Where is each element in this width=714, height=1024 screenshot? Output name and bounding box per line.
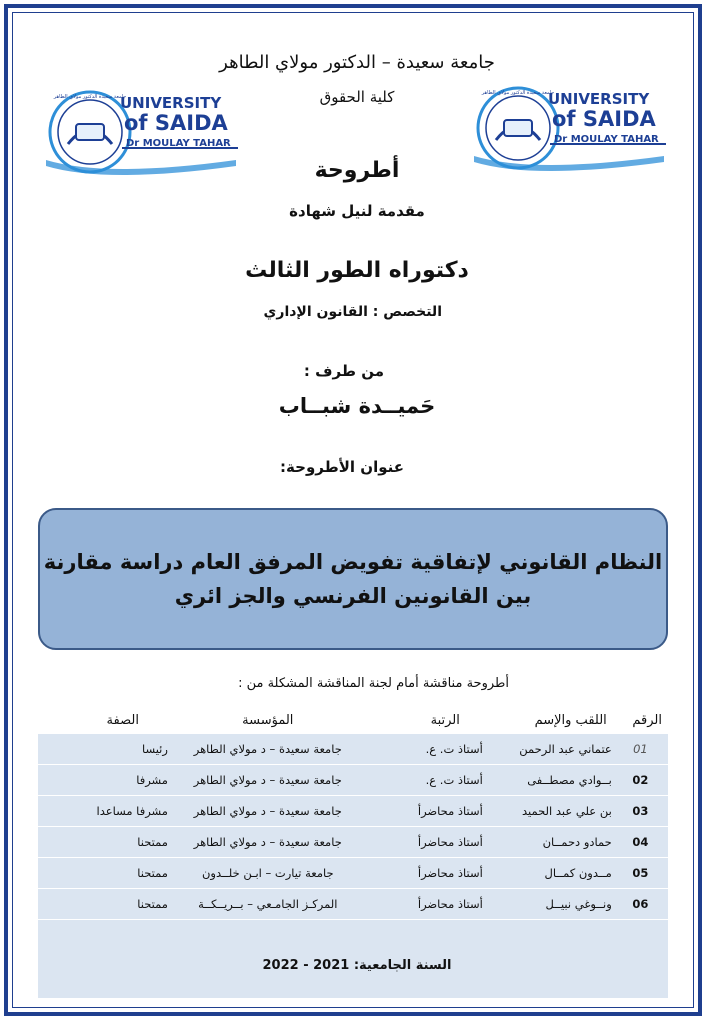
svg-text:UNIVERSITY: UNIVERSITY bbox=[548, 90, 650, 108]
thesis-title-line-2: بين القانونين الفرنسي والجز ائري bbox=[174, 584, 532, 608]
faculty-name: كلية الحقوق bbox=[319, 88, 395, 106]
table-row bbox=[38, 889, 668, 920]
degree-intro: مقدمة لنيل شهادة bbox=[289, 202, 425, 220]
member-rank: أستاذ محاضرأ bbox=[367, 858, 484, 889]
member-number: 06 bbox=[613, 889, 668, 920]
member-institution: جامعة سعيدة – د مولاي الطاهر bbox=[169, 796, 367, 827]
header-role: الصفة bbox=[106, 712, 139, 728]
table-header-row bbox=[38, 706, 668, 734]
title-label: عنوان الأطروحة: bbox=[280, 458, 404, 476]
svg-text:جامعة سعيدة الدكتور مولاي الطا: جامعة سعيدة الدكتور مولاي الطاهر bbox=[53, 94, 127, 100]
member-rank: أستاذ ت. ع. bbox=[425, 742, 483, 756]
header-number: الرقم bbox=[632, 712, 662, 728]
member-institution: جامعة سعيدة – د مولاي الطاهر bbox=[169, 827, 367, 858]
member-number: 03 bbox=[613, 796, 668, 827]
member-institution: المركـز الجامـعي – بــريــكــة bbox=[169, 889, 367, 920]
academic-year: السنة الجامعية: 2021 - 2022 bbox=[262, 958, 452, 973]
member-number: 02 bbox=[613, 765, 668, 796]
header-rank: الرتبة bbox=[430, 712, 460, 728]
table-row bbox=[38, 734, 668, 765]
svg-text:of SAIDA: of SAIDA bbox=[552, 107, 656, 131]
member-institution: جامعة سعيدة – د مولاي الطاهر bbox=[169, 765, 367, 796]
university-name: جامعة سعيدة – الدكتور مولاي الطاهر bbox=[219, 52, 495, 73]
author-name: حَميــدة شبــاب bbox=[278, 394, 436, 418]
committee-intro: أطروحة مناقشة أمام لجنة المناقشة المشكلة من : bbox=[238, 676, 509, 691]
member-name: ونــوغي نبيــل bbox=[484, 889, 613, 920]
member-number: 01 bbox=[633, 742, 648, 756]
header-name: اللقب والإسم bbox=[534, 712, 607, 728]
table-row bbox=[38, 796, 668, 827]
member-rank: أستاذ محاضرأ bbox=[367, 796, 484, 827]
member-number: 04 bbox=[613, 827, 668, 858]
member-name: بن علي عبد الحميد bbox=[484, 796, 613, 827]
member-number: 05 bbox=[613, 858, 668, 889]
thesis-title-box bbox=[38, 508, 668, 650]
member-name: حمادو دحمــان bbox=[484, 827, 613, 858]
table-row bbox=[38, 765, 668, 796]
member-name: مــدون كمــال bbox=[484, 858, 613, 889]
member-role: رئيسا bbox=[141, 742, 168, 756]
member-name: عتماني عبد الرحمن bbox=[519, 742, 612, 756]
member-rank: أستاذ ت. ع. bbox=[367, 765, 484, 796]
member-institution: جامعة سعيدة – د مولاي الطاهر bbox=[193, 742, 342, 756]
member-rank: أستاذ محاضرأ bbox=[367, 889, 484, 920]
member-rank: أستاذ محاضرأ bbox=[367, 827, 484, 858]
member-role: ممتحنا bbox=[38, 827, 169, 858]
table-row bbox=[38, 858, 668, 889]
degree-name: دكتوراه الطور الثالث bbox=[245, 258, 469, 283]
svg-text:Dr MOULAY TAHAR: Dr MOULAY TAHAR bbox=[126, 138, 231, 149]
svg-text:جامعة سعيدة الدكتور مولاي الطا: جامعة سعيدة الدكتور مولاي الطاهر bbox=[481, 90, 555, 96]
svg-text:Dr MOULAY TAHAR: Dr MOULAY TAHAR bbox=[554, 134, 659, 145]
committee-table bbox=[38, 706, 668, 998]
member-name: بــوادي مصطــفى bbox=[484, 765, 613, 796]
author-label: من طرف : bbox=[303, 362, 384, 380]
member-role: ممتحنا bbox=[38, 858, 169, 889]
member-role: مشرفا مساعدا bbox=[38, 796, 169, 827]
header-institution: المؤسسة bbox=[242, 712, 294, 728]
member-role: ممتحنا bbox=[38, 889, 169, 920]
svg-text:of SAIDA: of SAIDA bbox=[124, 111, 228, 135]
document-type: أطروحة bbox=[314, 158, 400, 183]
specialization: التخصص : القانون الإداري bbox=[263, 304, 442, 320]
member-role: مشرفا bbox=[38, 765, 169, 796]
svg-text:UNIVERSITY: UNIVERSITY bbox=[120, 94, 222, 112]
thesis-title-line-1: النظام القانوني لإتفاقية تفويض المرفق العام دراسة مقارنة bbox=[43, 550, 663, 574]
member-institution: جامعة تيارت – ابـن خلــدون bbox=[169, 858, 367, 889]
table-row bbox=[38, 827, 668, 858]
